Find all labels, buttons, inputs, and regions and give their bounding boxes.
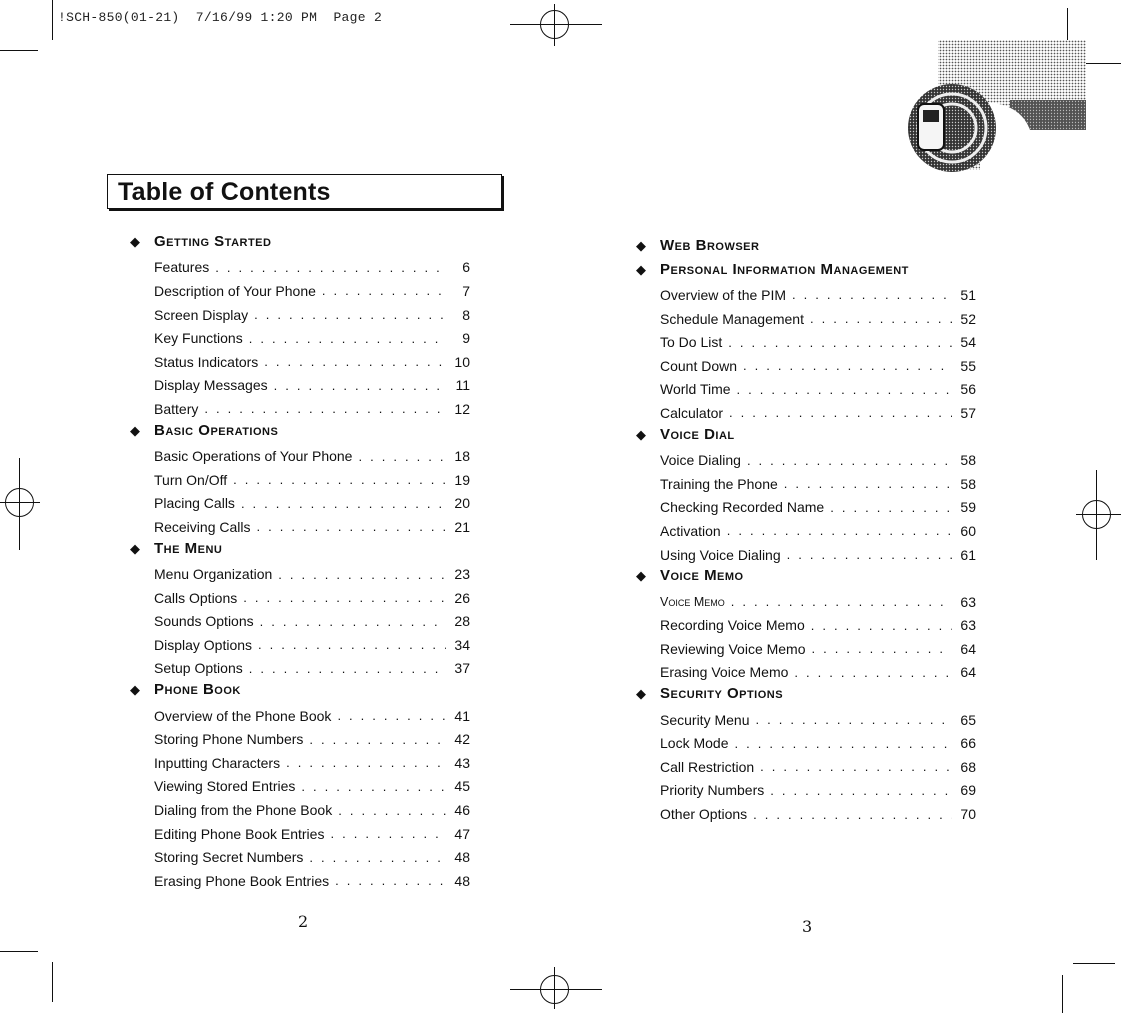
toc-entry[interactable]: Recording Voice Memo . . . 63 xyxy=(660,614,976,638)
diamond-bullet-icon: ◆ xyxy=(130,234,141,249)
registration-mark-right xyxy=(1076,470,1121,560)
dot-leader xyxy=(727,523,952,538)
toc-entry[interactable]: Description of Your Phone . . . 7 xyxy=(154,279,470,303)
dot-leader xyxy=(215,260,446,275)
toc-entry[interactable]: Checking Recorded Name . . . 59 xyxy=(660,496,976,520)
crop-mark xyxy=(0,951,38,952)
crop-mark xyxy=(52,962,53,1002)
toc-entry[interactable]: Lock Mode . . . 66 xyxy=(660,731,976,755)
toc-entry[interactable]: Schedule Management . . . 52 xyxy=(660,307,976,331)
toc-entry[interactable]: Using Voice Dialing . . . 61 xyxy=(660,543,976,567)
dot-leader xyxy=(249,661,446,676)
dot-leader xyxy=(755,712,952,727)
toc-entry[interactable]: Storing Phone Numbers . . . 42 xyxy=(154,727,470,751)
toc-entry[interactable]: Activation . . . 60 xyxy=(660,519,976,543)
diamond-bullet-icon: ◆ xyxy=(130,540,141,556)
dot-leader xyxy=(249,331,446,346)
toc-entry[interactable]: Status Indicators . . . 10 xyxy=(154,350,470,374)
toc-entry[interactable]: Erasing Voice Memo . . . 64 xyxy=(660,661,976,685)
phone-sound-wave-emblem-icon xyxy=(900,40,1090,175)
toc-entry[interactable]: Display Options . . . 34 xyxy=(154,633,470,657)
toc-entry[interactable]: Reviewing Voice Memo . . . 64 xyxy=(660,637,976,661)
dot-leader xyxy=(737,382,952,397)
registration-mark-top xyxy=(510,4,602,46)
table-of-contents-title-box xyxy=(107,174,502,209)
dot-leader xyxy=(260,614,446,629)
toc-entry[interactable]: Overview of the PIM . . . 51 xyxy=(660,283,976,307)
diamond-bullet-icon: ◆ xyxy=(130,422,141,438)
toc-entry[interactable]: Voice Memo . . . 63 xyxy=(660,590,976,614)
dot-leader xyxy=(309,850,446,865)
right-page-number: 3 xyxy=(802,917,813,936)
toc-entry[interactable]: Receiving Calls . . . 21 xyxy=(154,515,470,539)
toc-entry[interactable]: Erasing Phone Book Entries . . . 48 xyxy=(154,869,470,893)
toc-entry[interactable]: Sounds Options . . . 28 xyxy=(154,610,470,634)
toc-section-heading[interactable]: ◆ Personal Information Management xyxy=(636,260,909,278)
dot-leader xyxy=(812,641,952,656)
toc-entry[interactable]: Inputting Characters . . . 43 xyxy=(154,751,470,775)
toc-entry[interactable]: Basic Operations of Your Phone . . . 18 xyxy=(154,444,470,468)
toc-entry[interactable]: Key Functions . . . 9 xyxy=(154,326,470,350)
toc-entry[interactable]: Placing Calls . . . 20 xyxy=(154,492,470,516)
toc-entry[interactable]: Display Messages . . . 11 xyxy=(154,374,470,398)
toc-entry[interactable]: Training the Phone . . . 58 xyxy=(660,472,976,496)
toc-section-heading[interactable]: ◆ Basic Operations xyxy=(130,421,279,439)
registration-mark-bottom xyxy=(510,967,602,1009)
diamond-bullet-icon: ◆ xyxy=(636,568,647,584)
toc-entry[interactable]: Voice Dialing . . . 58 xyxy=(660,448,976,472)
print-slug: !SCH-850(01-21) 7/16/99 1:20 PM Page 2 xyxy=(58,10,383,25)
toc-left-column xyxy=(130,232,470,893)
crop-mark xyxy=(52,0,53,40)
dot-leader xyxy=(743,358,952,373)
dot-leader xyxy=(233,472,446,487)
dot-leader xyxy=(734,736,952,751)
crop-mark xyxy=(0,50,38,51)
dot-leader xyxy=(729,405,952,420)
toc-entry[interactable]: To Do List . . . 54 xyxy=(660,330,976,354)
toc-entry[interactable]: Priority Numbers . . . 69 xyxy=(660,779,976,803)
dot-leader xyxy=(278,567,446,582)
dot-leader xyxy=(810,311,952,326)
dot-leader xyxy=(792,287,952,302)
dot-leader xyxy=(787,547,952,562)
toc-entry[interactable]: Menu Organization . . . 23 xyxy=(154,562,470,586)
dot-leader xyxy=(264,354,446,369)
toc-section-heading[interactable]: ◆ Voice Memo xyxy=(636,567,744,585)
dot-leader xyxy=(254,307,446,322)
registration-mark-left xyxy=(0,458,40,550)
toc-entry[interactable]: Overview of the Phone Book . . . 41 xyxy=(154,704,470,728)
crop-mark xyxy=(1062,975,1063,1013)
diamond-bullet-icon: ◆ xyxy=(636,426,647,442)
dot-leader xyxy=(338,803,446,818)
toc-entry[interactable]: Battery . . . 12 xyxy=(154,397,470,421)
toc-entry[interactable]: Viewing Stored Entries . . . 45 xyxy=(154,775,470,799)
dot-leader xyxy=(301,779,446,794)
diamond-bullet-icon: ◆ xyxy=(636,261,647,277)
dot-leader xyxy=(241,496,446,511)
dot-leader xyxy=(337,708,446,723)
toc-entry[interactable]: Calculator . . . 57 xyxy=(660,401,976,425)
toc-entry[interactable]: Calls Options . . . 26 xyxy=(154,586,470,610)
dot-leader xyxy=(760,759,952,774)
dot-leader xyxy=(286,755,446,770)
dot-leader xyxy=(770,783,952,798)
dot-leader xyxy=(747,453,952,468)
dot-leader xyxy=(256,519,446,534)
toc-entry[interactable]: Security Menu . . . 65 xyxy=(660,708,976,732)
diamond-bullet-icon: ◆ xyxy=(636,686,647,702)
toc-entry[interactable]: Features . . . 6 xyxy=(154,256,470,280)
diamond-bullet-icon: ◆ xyxy=(636,238,647,253)
toc-section-heading[interactable]: ◆ Web Browser xyxy=(636,237,760,254)
toc-section-heading[interactable]: ◆ Getting Started xyxy=(130,233,272,250)
crop-mark xyxy=(1073,963,1115,964)
toc-entry[interactable]: Count Down . . . 55 xyxy=(660,354,976,378)
dot-leader xyxy=(728,335,952,350)
toc-entry[interactable]: Dialing from the Phone Book . . . 46 xyxy=(154,798,470,822)
toc-right-column xyxy=(636,236,976,826)
toc-section-heading[interactable]: ◆ Security Options xyxy=(636,685,784,703)
page-title: Table of Contents xyxy=(118,178,331,206)
toc-entry[interactable]: Screen Display . . . 8 xyxy=(154,303,470,327)
dot-leader xyxy=(335,873,446,888)
dot-leader xyxy=(784,476,952,491)
toc-entry[interactable]: Editing Phone Book Entries . . . 47 xyxy=(154,822,470,846)
dot-leader xyxy=(358,449,446,464)
dot-leader xyxy=(322,283,446,298)
left-page-number: 2 xyxy=(298,912,309,931)
toc-entry[interactable]: Call Restriction . . . 68 xyxy=(660,755,976,779)
dot-leader xyxy=(309,732,446,747)
dot-leader xyxy=(753,807,952,822)
diamond-bullet-icon: ◆ xyxy=(130,682,141,698)
dot-leader xyxy=(204,401,446,416)
dot-leader xyxy=(330,826,446,841)
toc-section-heading[interactable]: ◆ Voice Dial xyxy=(636,425,735,443)
dot-leader xyxy=(830,500,952,515)
dot-leader xyxy=(274,378,446,393)
toc-entry[interactable]: World Time . . . 56 xyxy=(660,378,976,402)
dot-leader xyxy=(794,665,952,680)
toc-entry[interactable]: Storing Secret Numbers . . . 48 xyxy=(154,845,470,869)
toc-entry[interactable]: Turn On/Off . . . 19 xyxy=(154,468,470,492)
toc-entry[interactable]: Other Options . . . 70 xyxy=(660,802,976,826)
dot-leader xyxy=(811,618,952,633)
dot-leader xyxy=(258,637,446,652)
toc-section-heading[interactable]: ◆ Phone Book xyxy=(130,681,241,699)
toc-section-heading[interactable]: ◆ The Menu xyxy=(130,539,223,557)
dot-leader xyxy=(243,590,446,605)
dot-leader xyxy=(731,594,952,609)
toc-entry[interactable]: Setup Options . . . 37 xyxy=(154,657,470,681)
